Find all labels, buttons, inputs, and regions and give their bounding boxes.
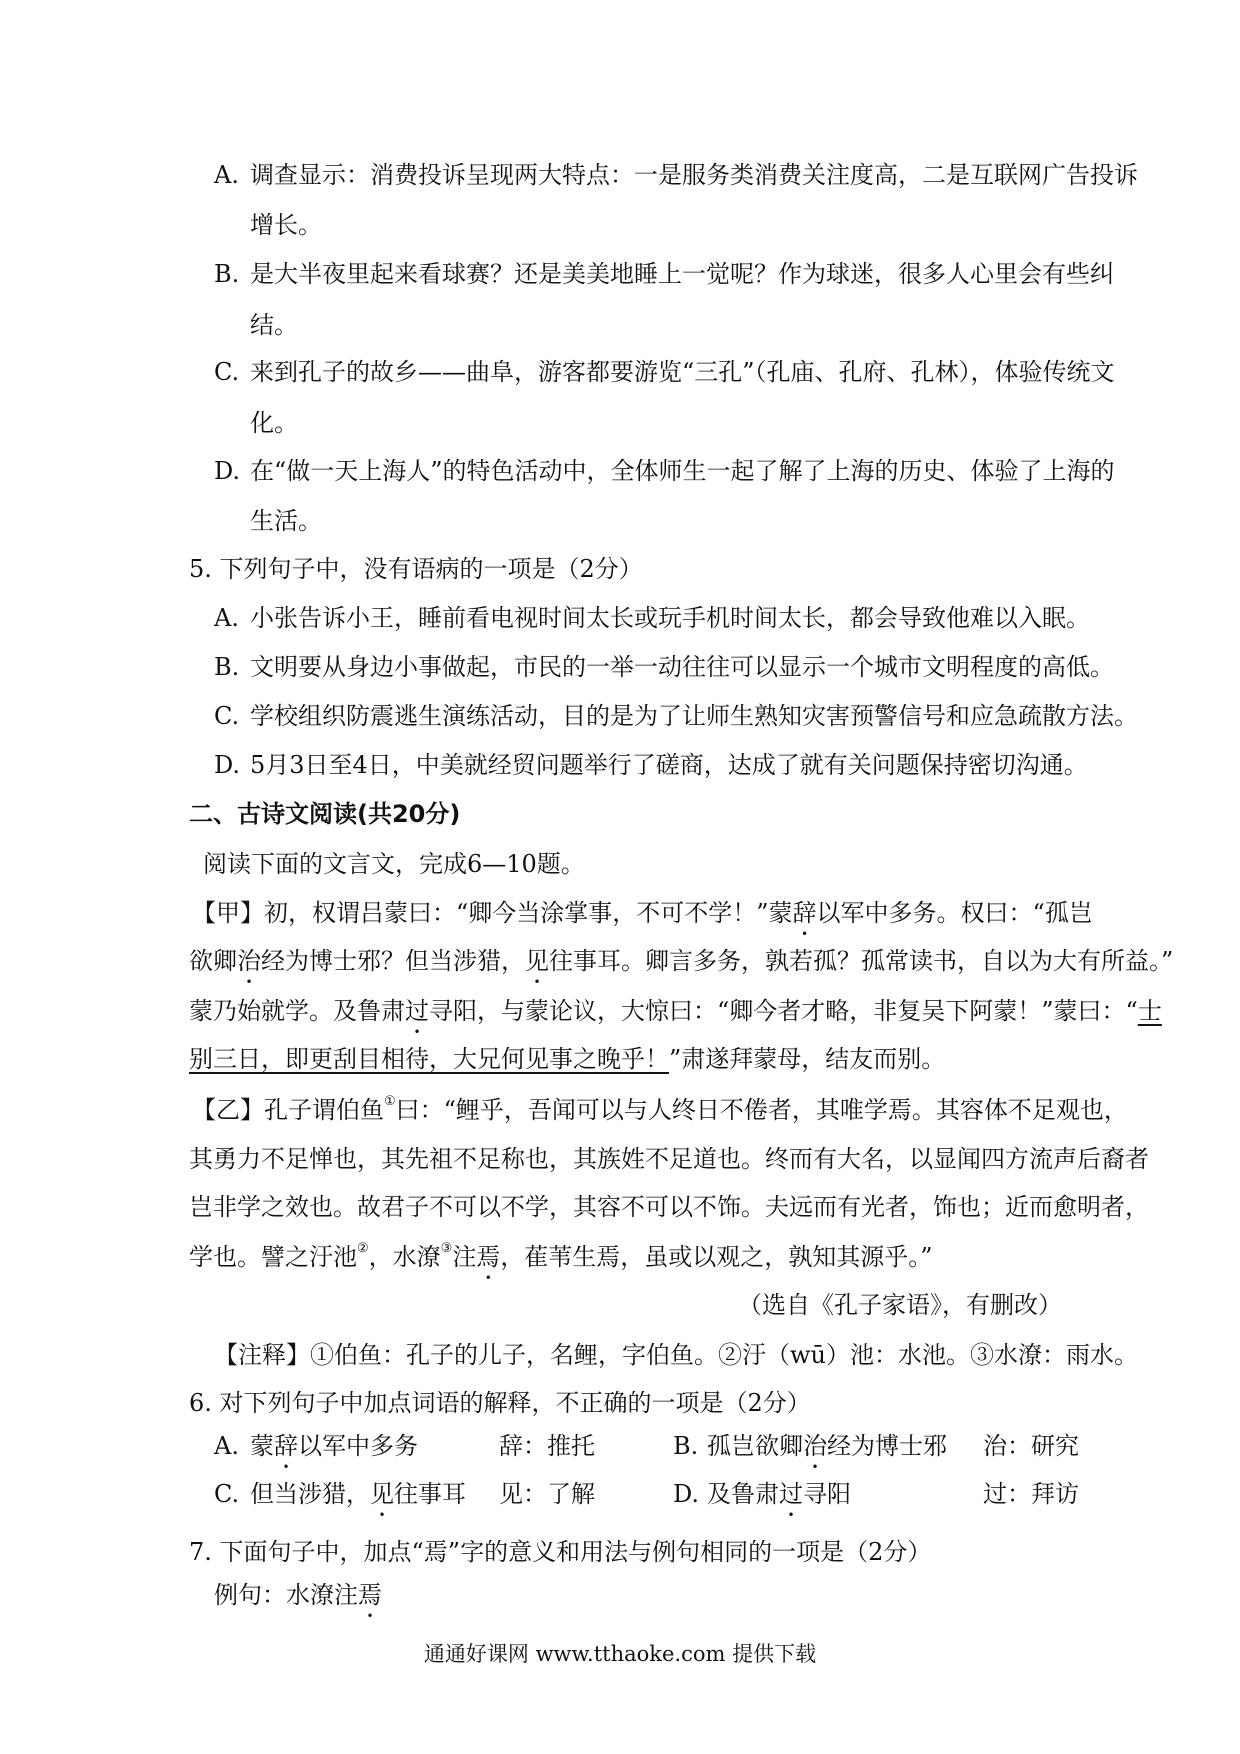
text: 【乙】孔子谓伯鱼 — [192, 1096, 384, 1124]
footnote-marker: ② — [357, 1241, 369, 1256]
underlined-text: 士 — [1137, 997, 1162, 1025]
text: 【甲】初，权谓吕蒙曰：“卿今当涂掌事，不可不学！”蒙 — [192, 899, 793, 927]
q6-option-d-gloss: 过：拜访 — [983, 1480, 1079, 1508]
text: ，萑苇生焉，虽或以观之，孰知其源乎。” — [500, 1243, 933, 1271]
passage-yi-line-1 — [192, 1094, 1128, 1125]
text: 往事耳。卿言多务，孰若孤？孤常读书，自以为大有所益。” — [549, 947, 1174, 975]
q5-option-c-text: 学校组织防震逃生演练活动，目的是为了让师生熟知灾害预警信号和应急疏散方法。 — [250, 702, 1138, 730]
dotted-word: 见 — [525, 947, 549, 975]
q5-option-a-label: A. — [214, 604, 239, 632]
q4-option-a-label: A. — [214, 161, 239, 189]
text: 蒙 — [250, 1432, 274, 1460]
page-footer: 通通好课网 www.tthaoke.com 提供下载 — [423, 1642, 817, 1666]
q6-option-c-label: C. — [214, 1480, 240, 1508]
text: ，水潦 — [368, 1243, 441, 1271]
q4-option-d-text: 在“做一天上海人”的特色活动中，全体师生一起了解了上海的历史、体验了上海的 — [250, 457, 1115, 485]
q4-option-d-text-cont: 生活。 — [250, 507, 322, 535]
q6-option-d-label: D. — [673, 1480, 700, 1508]
passage-jia-line-3 — [189, 996, 1162, 1039]
text: 经为博士邪？但当涉猎， — [261, 947, 525, 975]
q4-option-b-text: 是大半夜里起来看球赛？还是美美地睡上一觉呢？作为球迷，很多人心里会有些纠 — [250, 260, 1114, 288]
q6-option-a-text — [250, 1431, 418, 1474]
underlined-text: 别三日，即更刮目相待，大兄何见事之晚乎！ — [189, 1045, 669, 1073]
reading-instruction: 阅读下面的文言文，完成6—10题。 — [203, 850, 585, 878]
dotted-word: 过 — [405, 997, 429, 1025]
q5-option-b-label: B. — [214, 653, 240, 681]
passage-jia-line-1 — [192, 898, 1093, 941]
q6-option-d-text — [707, 1479, 851, 1522]
q4-option-a-text: 调查显示：消费投诉呈现两大特点：一是服务类消费关注度高，二是互联网广告投诉 — [250, 161, 1138, 189]
dotted-word: 辞 — [792, 899, 817, 927]
q5-option-d-text: 5月3日至4日，中美就经贸问题举行了磋商，达成了就有关问题保持密切沟通。 — [250, 751, 1088, 779]
passage-yi-line-3: 岂非学之效也。故君子不可以不学，其容不可以不饰。夫远而有光者，饰也；近而愈明者， — [189, 1193, 1149, 1221]
dotted-word: 治 — [803, 1432, 827, 1460]
passage-jia-line-2 — [189, 946, 1174, 989]
text: 蒙乃始就学。及鲁肃 — [189, 997, 405, 1025]
q4-option-d-label: D. — [214, 457, 241, 485]
text: 寻阳，与蒙论议，大惊曰：“卿今者才略，非复吴下阿蒙！”蒙曰：“ — [429, 997, 1138, 1025]
section-heading: 二、古诗文阅读(共20分) — [189, 800, 461, 828]
passage-yi-line-4 — [189, 1242, 933, 1285]
q4-option-a-text-cont: 增长。 — [250, 211, 322, 239]
q4-option-c-text: 来到孔子的故乡——曲阜，游客都要游览“三孔”（孔庙、孔府、孔林），体验传统文 — [250, 358, 1115, 386]
dotted-word: 治 — [237, 947, 261, 975]
source-citation: （选自《孔子家语》，有删改） — [738, 1291, 1062, 1319]
q5-option-b-text: 文明要从身边小事做起，市民的一举一动往往可以显示一个城市文明程度的高低。 — [250, 653, 1114, 681]
q5-option-c-label: C. — [214, 702, 240, 730]
text: 曰：“鲤乎，吾闻可以与人终日不倦者，其唯学焉。其容体不足观也， — [395, 1096, 1128, 1124]
q4-option-b-label: B. — [214, 260, 240, 288]
passage-jia-line-4 — [189, 1044, 945, 1074]
q6-stem: 6. 对下列句子中加点词语的解释，不正确的一项是（2分） — [189, 1389, 811, 1417]
q7-stem: 7. 下面句子中，加点“焉”字的意义和用法与例句相同的一项是（2分） — [189, 1538, 932, 1566]
q4-option-c-label: C. — [214, 358, 240, 386]
text: 及鲁肃 — [707, 1480, 779, 1508]
text: 以军中多务。权曰：“孤岂 — [816, 899, 1093, 927]
dotted-word: 焉 — [476, 1243, 501, 1271]
q6-option-b-text — [707, 1431, 947, 1474]
text: 往事耳 — [394, 1480, 466, 1508]
q6-option-c-gloss: 见：了解 — [499, 1480, 595, 1508]
footnote-marker: ③ — [440, 1241, 453, 1256]
text: ”肃遂拜蒙母，结友而别。 — [669, 1045, 946, 1073]
q6-option-a-gloss: 辞：推托 — [499, 1432, 595, 1460]
text: 以军中多务 — [298, 1432, 418, 1460]
footnote-marker: ① — [384, 1094, 396, 1109]
text: 经为博士邪 — [827, 1432, 947, 1460]
q5-option-d-label: D. — [214, 751, 241, 779]
text: 注 — [452, 1243, 477, 1271]
annotations: 【注释】①伯鱼：孔子的儿子，名鲤，字伯鱼。②汙（wū）池：水池。③水潦：雨水。 — [214, 1341, 1138, 1369]
q5-stem: 5. 下列句子中，没有语病的一项是（2分） — [189, 555, 643, 583]
text: 欲卿 — [189, 947, 237, 975]
text: 寻阳 — [803, 1480, 851, 1508]
text: 例句：水潦注 — [214, 1581, 358, 1609]
passage-yi-line-2: 其勇力不足惮也，其先祖不足称也，其族姓不足道也。终而有大名，以显闻四方流声后裔者 — [189, 1145, 1149, 1173]
dotted-word: 辞 — [274, 1432, 298, 1460]
dotted-word: 焉 — [358, 1581, 382, 1609]
text: 但当涉猎， — [250, 1480, 370, 1508]
dotted-word: 见 — [370, 1480, 394, 1508]
q6-option-c-text — [250, 1479, 466, 1522]
q6-option-b-gloss: 治：研究 — [983, 1432, 1079, 1460]
q4-option-b-text-cont: 结。 — [250, 311, 298, 339]
q7-example — [214, 1580, 382, 1623]
q4-option-c-text-cont: 化。 — [250, 409, 298, 437]
q6-option-a-label: A. — [214, 1432, 239, 1460]
q5-option-a-text: 小张告诉小王，睡前看电视时间太长或玩手机时间太长，都会导致他难以入眠。 — [250, 604, 1090, 632]
dotted-word: 过 — [779, 1480, 803, 1508]
text: 孤岂欲卿 — [707, 1432, 803, 1460]
text: 学也。譬之汙池 — [189, 1243, 357, 1271]
q6-option-b-label: B. — [673, 1432, 699, 1460]
